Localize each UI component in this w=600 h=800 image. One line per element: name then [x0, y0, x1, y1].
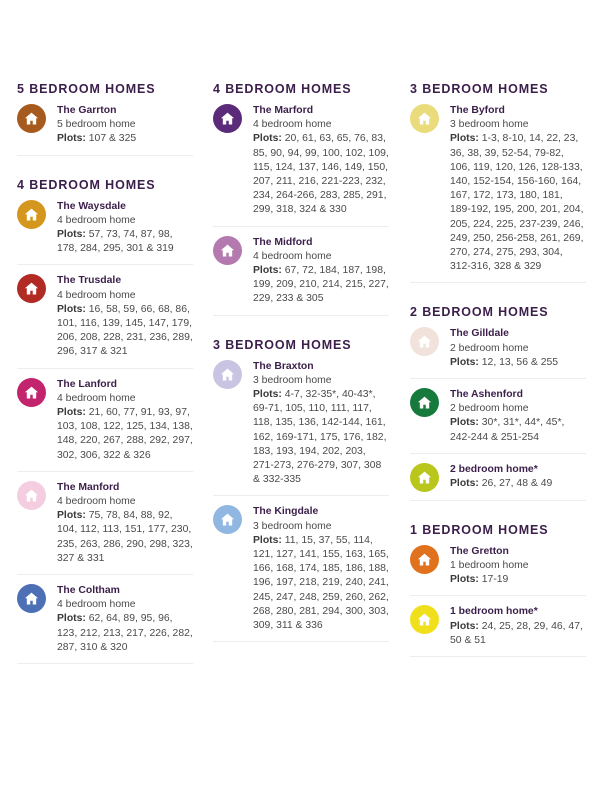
house-name: The Ashenford	[450, 389, 523, 401]
plots-list	[450, 416, 586, 444]
house-icon	[410, 545, 439, 574]
house-icon	[17, 104, 46, 133]
house-icon	[17, 481, 46, 510]
plots-value: 75, 78, 84, 88, 92, 104, 112, 113, 151, 177, 230, 235, 263, 286, 290, 298, 323, 327 & 331	[57, 510, 193, 564]
house-type-entry	[17, 104, 193, 156]
house-type-entry	[17, 378, 193, 472]
plots-label: Plots:	[253, 389, 282, 401]
plots-label: Plots:	[253, 133, 282, 145]
plots-list	[450, 477, 586, 491]
house-info	[253, 505, 389, 633]
plots-list	[57, 303, 193, 360]
house-glyph	[417, 395, 432, 410]
column-2	[213, 82, 389, 651]
house-icon	[17, 274, 46, 303]
house-glyph	[24, 385, 39, 400]
plots-label: Plots:	[57, 510, 86, 522]
house-name: 1 bedroom home*	[450, 606, 538, 618]
plots-label: Plots:	[57, 229, 86, 241]
bedroom-count: 4 bedroom home	[57, 392, 136, 404]
house-type-entry	[410, 327, 586, 379]
house-glyph	[24, 591, 39, 606]
house-glyph	[220, 367, 235, 382]
bedroom-group	[17, 82, 193, 156]
house-glyph	[417, 470, 432, 485]
plots-value: 26, 27, 48 & 49	[481, 478, 553, 490]
bedroom-count: 4 bedroom home	[57, 599, 136, 611]
house-name: The Midford	[253, 236, 313, 248]
house-glyph	[417, 111, 432, 126]
house-type-entry	[213, 505, 389, 642]
bedroom-count: 1 bedroom home	[450, 560, 529, 572]
group-heading: 4 BEDROOM HOMES	[213, 82, 352, 96]
bedroom-group	[410, 523, 586, 657]
house-info	[57, 481, 193, 566]
house-icon	[213, 360, 242, 389]
house-info	[450, 104, 586, 274]
house-name: The Gilldale	[450, 328, 509, 340]
group-heading: 5 BEDROOM HOMES	[17, 82, 156, 96]
house-info	[57, 200, 193, 257]
bedroom-count: 3 bedroom home	[450, 119, 529, 131]
column-1	[17, 82, 193, 673]
house-glyph	[417, 612, 432, 627]
plots-value: 62, 64, 89, 95, 96, 123, 212, 213, 217, 226, 282, 287, 310 & 320	[57, 613, 193, 653]
house-type-entry	[213, 236, 389, 316]
plots-list	[450, 356, 586, 370]
house-type-entry	[17, 481, 193, 575]
plots-label: Plots:	[450, 620, 479, 632]
house-info	[57, 104, 193, 147]
house-name: The Trusdale	[57, 275, 122, 287]
house-icon	[410, 605, 439, 634]
house-glyph	[24, 207, 39, 222]
house-glyph	[24, 281, 39, 296]
house-glyph	[417, 334, 432, 349]
house-glyph	[24, 488, 39, 503]
plots-value: 16, 58, 59, 66, 68, 86, 101, 116, 139, 145, 147, 179, 206, 208, 228, 231, 236, 289, 296, 317 & 321	[57, 303, 193, 358]
house-info	[253, 104, 389, 218]
house-type-entry	[410, 463, 586, 501]
house-icon	[410, 104, 439, 133]
house-name: The Kingdale	[253, 506, 319, 518]
house-icon	[213, 505, 242, 534]
plots-list	[450, 620, 586, 648]
bedroom-count: 2 bedroom home	[450, 342, 529, 354]
plots-list	[253, 264, 389, 307]
house-icon	[410, 388, 439, 417]
plots-value: 30*, 31*, 44*, 45*, 242-244 & 251-254	[450, 417, 565, 443]
plots-label: Plots:	[57, 133, 86, 145]
plots-label: Plots:	[253, 534, 282, 546]
group-heading: 2 BEDROOM HOMES	[410, 305, 549, 320]
house-info	[450, 388, 586, 445]
bedroom-group	[410, 82, 586, 283]
plots-label: Plots:	[450, 133, 479, 145]
plots-label: Plots:	[253, 265, 282, 277]
house-icon	[213, 236, 242, 265]
group-heading: 3 BEDROOM HOMES	[213, 337, 352, 352]
plots-value: 24, 25, 28, 29, 46, 47, 50 & 51	[450, 620, 583, 646]
bedroom-count: 3 bedroom home	[253, 374, 332, 386]
house-glyph	[417, 552, 432, 567]
bedroom-count: 5 bedroom home	[57, 119, 136, 131]
group-heading: 4 BEDROOM HOMES	[17, 177, 156, 192]
house-type-entry	[410, 104, 586, 283]
plots-value: 4-7, 32-35*, 40-43*, 69-71, 105, 110, 111, 117, 118, 135, 136, 142-144, 161, 162, 169-171, 175, 176, 182, 183, 193, 194, 202, 203, 271-273, 276-279, 307, 308 & 332-335	[253, 389, 387, 486]
plots-list	[57, 132, 193, 146]
house-name: The Marford	[253, 105, 314, 116]
house-glyph	[220, 111, 235, 126]
plots-list	[57, 509, 193, 566]
plots-list	[57, 406, 193, 463]
bedroom-group	[213, 82, 389, 316]
bedroom-count: 2 bedroom home	[450, 403, 529, 415]
bedroom-count: 3 bedroom home	[253, 520, 332, 532]
house-icon	[410, 327, 439, 356]
plots-label: Plots:	[57, 613, 86, 625]
house-name: The Gretton	[450, 545, 509, 557]
house-info	[57, 584, 193, 655]
bedroom-group	[213, 338, 389, 643]
plots-label: Plots:	[450, 417, 479, 429]
bedroom-count: 4 bedroom home	[57, 214, 136, 226]
house-glyph	[220, 243, 235, 258]
house-name: The Manford	[57, 481, 120, 493]
plots-label: Plots:	[450, 356, 479, 368]
house-name: The Garrton	[57, 105, 117, 116]
bedroom-count: 4 bedroom home	[57, 496, 136, 508]
plots-list	[57, 228, 193, 256]
column-3	[410, 82, 586, 666]
house-icon	[213, 104, 242, 133]
house-name: The Coltham	[57, 585, 120, 597]
plots-value: 107 & 325	[88, 133, 137, 145]
plots-value: 57, 73, 74, 87, 98, 178, 284, 295, 301 & 319	[57, 229, 174, 255]
house-type-entry	[410, 388, 586, 454]
house-info	[450, 463, 586, 491]
house-type-entry	[213, 104, 389, 227]
house-info	[450, 545, 586, 588]
plots-list	[57, 612, 193, 655]
plots-value: 20, 61, 63, 65, 76, 83, 85, 90, 94, 99, 100, 102, 109, 115, 124, 137, 146, 149, 150, 207, 211, 216, 221-223, 232, 234, 264-266, 283, 285, 291, 299, 318, 324 & 330	[253, 133, 389, 216]
bedroom-count: 4 bedroom home	[57, 289, 136, 301]
house-type-entry	[410, 545, 586, 597]
plots-label: Plots:	[450, 574, 479, 586]
house-glyph	[24, 111, 39, 126]
house-info	[450, 605, 586, 648]
plots-value: 12, 13, 56 & 255	[481, 356, 559, 368]
plots-list	[253, 534, 389, 633]
house-info	[450, 327, 586, 370]
house-icon	[410, 463, 439, 492]
plots-list	[253, 132, 389, 217]
house-info	[253, 360, 389, 488]
house-icon	[17, 200, 46, 229]
plots-list	[450, 573, 586, 587]
bedroom-group	[410, 305, 586, 500]
bedroom-count: 4 bedroom home	[253, 119, 332, 131]
house-name: The Byford	[450, 105, 505, 116]
plots-value: 1-3, 8-10, 14, 22, 23, 36, 38, 39, 52-54, 79-82, 106, 119, 120, 126, 128-133, 140, 152-154, 156-160, 164, 167, 172, 173, 180, 181, 189-192, 195, 200, 201, 204, 205, 224, 225, 237-239, 246, 249, 250, 256-258, 261, 269, 270, 274, 275, 293, 304, 312-316, 328 & 329	[450, 133, 584, 273]
plots-value: 21, 60, 77, 91, 93, 97, 103, 108, 122, 125, 134, 138, 148, 220, 267, 288, 292, 297, 302, 306, 322 & 326	[57, 407, 193, 461]
house-icon	[17, 584, 46, 613]
plots-list	[253, 388, 389, 487]
plots-value: 67, 72, 184, 187, 198, 199, 209, 210, 214, 215, 227, 229, 233 & 305	[253, 265, 389, 305]
house-type-entry	[17, 584, 193, 664]
house-type-entry	[17, 200, 193, 266]
plots-value: 11, 15, 37, 55, 114, 121, 127, 141, 155, 163, 165, 166, 168, 174, 185, 186, 188, 196, 197, 218, 219, 240, 241, 245, 247, 248, 259, 260, 262, 268, 280, 281, 294, 300, 303, 309, 311 & 336	[253, 534, 389, 632]
plots-label: Plots:	[57, 407, 86, 419]
plots-label: Plots:	[57, 303, 86, 315]
group-heading: 3 BEDROOM HOMES	[410, 82, 549, 96]
house-name: The Waysdale	[57, 200, 126, 212]
house-icon	[17, 378, 46, 407]
house-name: 2 bedroom home*	[450, 463, 538, 475]
house-glyph	[220, 512, 235, 527]
house-name: The Braxton	[253, 360, 314, 372]
house-type-entry	[17, 274, 193, 368]
plots-value: 17-19	[481, 574, 509, 586]
house-info	[253, 236, 389, 307]
house-type-entry	[213, 360, 389, 497]
house-info	[57, 274, 193, 359]
plots-label: Plots:	[450, 478, 479, 490]
plots-list	[450, 132, 586, 274]
house-name: The Lanford	[57, 378, 118, 390]
group-heading: 1 BEDROOM HOMES	[410, 522, 549, 537]
bedroom-group	[17, 178, 193, 664]
bedroom-count: 4 bedroom home	[253, 250, 332, 262]
house-type-entry	[410, 605, 586, 657]
house-info	[57, 378, 193, 463]
